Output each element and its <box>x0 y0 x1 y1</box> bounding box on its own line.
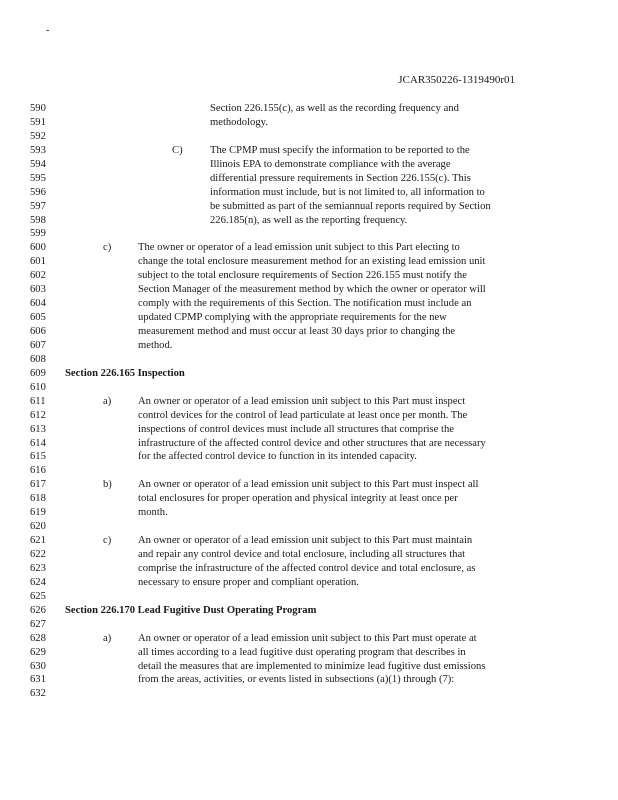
document-line <box>0 618 618 632</box>
document-line <box>0 283 618 297</box>
line-number: 599 <box>30 228 46 240</box>
line-text: month. <box>138 507 168 519</box>
document-line <box>0 464 618 478</box>
line-number: 601 <box>30 256 46 268</box>
line-number: 605 <box>30 312 46 324</box>
line-number: 621 <box>30 535 46 547</box>
document-line <box>0 353 618 367</box>
line-number: 608 <box>30 353 46 365</box>
line-text: Section 226.155(c), as well as the recording frequency and <box>210 103 459 114</box>
line-number: 604 <box>30 298 46 310</box>
document-line <box>0 395 618 409</box>
document-line <box>0 144 618 158</box>
line-number: 616 <box>30 465 46 477</box>
line-number: 623 <box>30 562 46 574</box>
item-label: c) <box>103 535 112 547</box>
line-number: 615 <box>30 451 46 463</box>
document-line <box>0 130 618 144</box>
line-text: An owner or operator of a lead emission unit subject to this Part must operate at <box>138 632 477 644</box>
line-text: information must include, but is not limited to, all information to <box>210 186 485 198</box>
item-label: C) <box>172 144 183 156</box>
item-label: b) <box>103 479 112 491</box>
document-line <box>0 339 618 353</box>
line-number: 611 <box>30 395 46 407</box>
line-text: 226.185(n), as well as the reporting frequency. <box>210 214 408 226</box>
section-heading: Section 226.165 Inspection <box>65 367 185 379</box>
document-body <box>0 102 618 701</box>
line-text: and repair any control device and total enclosure, including all structures that <box>138 549 466 560</box>
line-number: 624 <box>30 576 46 588</box>
line-number: 591 <box>30 116 46 128</box>
document-line <box>0 534 618 548</box>
line-text: measurement method and must occur at least 30 days prior to changing the <box>138 326 456 337</box>
line-number: 593 <box>30 144 46 156</box>
document-line <box>0 311 618 325</box>
corner-mark: - <box>46 25 50 36</box>
document-line <box>0 255 618 269</box>
document-line <box>0 506 618 520</box>
document-line <box>0 297 618 311</box>
line-number: 631 <box>30 674 46 686</box>
document-line <box>0 172 618 186</box>
line-number: 620 <box>30 521 46 533</box>
line-text: from the areas, activities, or events listed in subsections (a)(1) through (7): <box>138 674 455 686</box>
document-line <box>0 116 618 130</box>
document-line <box>0 576 618 590</box>
line-text: inspections of control devices must include all structures that comprise the <box>138 423 454 435</box>
line-text: differential pressure requirements in Section 226.155(c). This <box>210 172 471 184</box>
line-text: An owner or operator of a lead emission unit subject to this Part must inspect <box>138 395 466 407</box>
document-line <box>0 423 618 437</box>
document-line <box>0 325 618 339</box>
line-number: 610 <box>30 381 46 393</box>
document-line <box>0 102 618 116</box>
line-text: detail the measures that are implemented to minimize lead fugitive dust emissions <box>138 660 486 672</box>
line-number: 617 <box>30 479 46 491</box>
document-line <box>0 562 618 576</box>
line-text: subject to the total enclosure requirements of Section 226.155 must notify the <box>138 270 467 282</box>
item-label: a) <box>103 632 112 644</box>
document-line <box>0 478 618 492</box>
line-number: 598 <box>30 214 46 226</box>
line-text: updated CPMP complying with the appropriate requirements for the new <box>138 312 447 324</box>
line-number: 600 <box>30 242 46 254</box>
line-text: all times according to a lead fugitive dust operating program that describes in <box>138 646 466 658</box>
line-number: 628 <box>30 632 46 644</box>
document-line <box>0 492 618 506</box>
line-number: 609 <box>30 367 46 379</box>
section-heading: Section 226.170 Lead Fugitive Dust Operating Program <box>65 604 317 616</box>
item-label: a) <box>103 395 112 407</box>
line-number: 607 <box>30 339 46 351</box>
line-number: 595 <box>30 172 46 184</box>
line-number: 596 <box>30 186 46 198</box>
document-line <box>0 227 618 241</box>
line-text: An owner or operator of a lead emission unit subject to this Part must inspect all <box>138 479 479 491</box>
document-line <box>0 214 618 228</box>
line-text: infrastructure of the affected control device and other structures that are necessary <box>138 437 486 449</box>
document-line <box>0 437 618 451</box>
line-text: The owner or operator of a lead emission unit subject to this Part electing to <box>138 242 460 254</box>
line-text: be submitted as part of the semiannual reports required by Section <box>210 200 491 212</box>
line-text: Illinois EPA to demonstrate compliance with the average <box>210 158 451 170</box>
document-line <box>0 632 618 646</box>
document-line <box>0 269 618 283</box>
line-number: 613 <box>30 423 46 435</box>
document-line <box>0 158 618 172</box>
line-number: 632 <box>30 688 46 700</box>
line-number: 630 <box>30 660 46 672</box>
document-line <box>0 381 618 395</box>
line-number: 594 <box>30 158 46 170</box>
line-number: 602 <box>30 270 46 282</box>
line-text: change the total enclosure measurement method for an existing lead emission unit <box>138 256 486 268</box>
document-line <box>0 241 618 255</box>
document-line <box>0 687 618 701</box>
document-line <box>0 367 618 381</box>
line-text: Section Manager of the measurement method by which the owner or operator will <box>138 284 486 296</box>
line-number: 625 <box>30 590 46 602</box>
document-line <box>0 604 618 618</box>
line-number: 629 <box>30 646 46 658</box>
document-line <box>0 590 618 604</box>
line-text: method. <box>138 339 173 351</box>
line-number: 618 <box>30 493 46 505</box>
line-text: comprise the infrastructure of the affected control device and total enclosure, as <box>138 562 476 574</box>
line-text: comply with the requirements of this Section. The notification must include an <box>138 298 472 310</box>
line-number: 612 <box>30 409 46 421</box>
line-text: An owner or operator of a lead emission unit subject to this Part must maintain <box>138 535 473 547</box>
line-text: The CPMP must specify the information to be reported to the <box>210 144 470 156</box>
line-text: for the affected control device to function in its intended capacity. <box>138 451 417 463</box>
document-line <box>0 673 618 687</box>
document-line <box>0 186 618 200</box>
line-number: 619 <box>30 507 46 519</box>
document-line <box>0 660 618 674</box>
line-number: 597 <box>30 200 46 212</box>
document-line <box>0 450 618 464</box>
line-number: 627 <box>30 618 46 630</box>
line-number: 590 <box>30 103 46 114</box>
line-number: 622 <box>30 549 46 560</box>
document-line <box>0 520 618 534</box>
line-number: 626 <box>30 604 46 616</box>
document-line <box>0 200 618 214</box>
line-number: 606 <box>30 326 46 337</box>
document-line <box>0 548 618 562</box>
line-number: 603 <box>30 284 46 296</box>
line-number: 592 <box>30 130 46 142</box>
line-text: necessary to ensure proper and compliant operation. <box>138 576 359 588</box>
line-text: control devices for the control of lead particulate at least once per month. The <box>138 409 468 421</box>
document-line <box>0 409 618 423</box>
line-text: methodology. <box>210 116 268 128</box>
line-text: total enclosures for proper operation and physical integrity at least once per <box>138 493 458 505</box>
document-header-id: JCAR350226-1319490r01 <box>398 74 515 86</box>
line-number: 614 <box>30 437 46 449</box>
document-line <box>0 646 618 660</box>
item-label: c) <box>103 242 112 254</box>
